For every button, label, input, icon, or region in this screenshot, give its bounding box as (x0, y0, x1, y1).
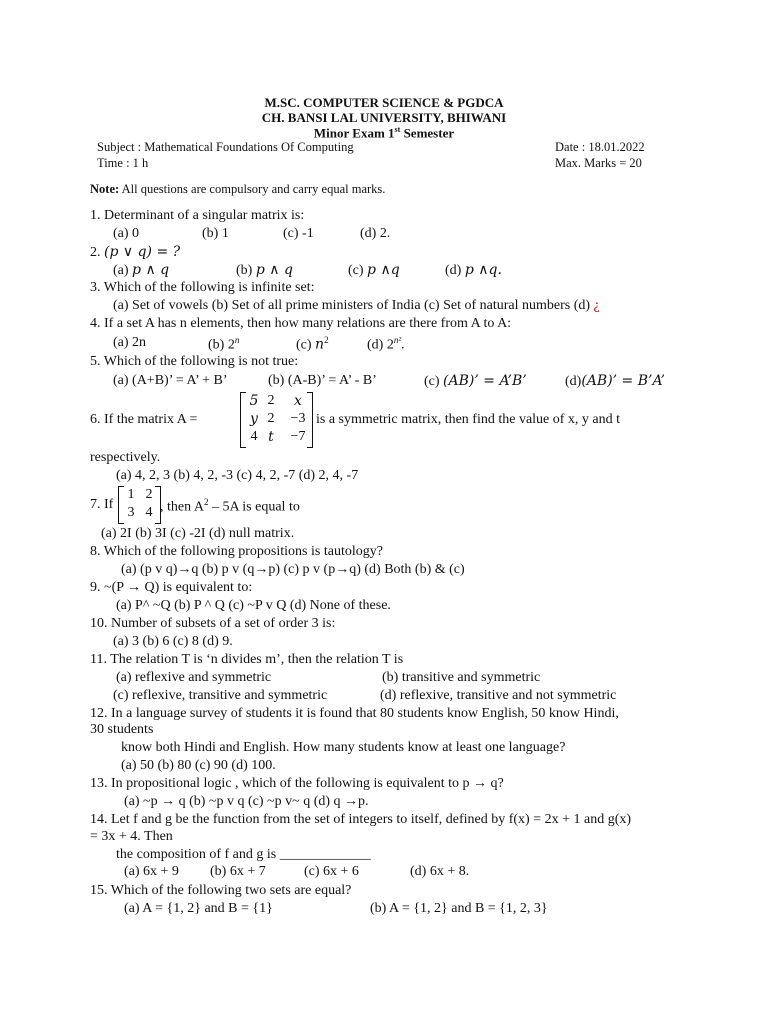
q7-options: (a) 2I (b) 3I (c) -2I (d) null matrix. (101, 526, 295, 541)
question-15: 15. Which of the following two sets are equal? (90, 883, 352, 898)
q4-option-b: (b) 2$^n$ (208, 335, 240, 353)
question-11: 11. The relation T is ‘n divides m’, then the relation T is (90, 652, 404, 667)
course-title: M.SC. COMPUTER SCIENCE & PGDCA (264, 95, 504, 110)
question-12-line2: 30 students (90, 722, 154, 737)
note: Note: All questions are compulsory and carry equal marks. (90, 182, 386, 196)
q10-options: (a) 3 (b) 6 (c) 8 (d) 9. (113, 634, 233, 649)
question-7-cont: , then $A^2 - 5A$ is equal to (160, 497, 300, 515)
question-4: 4. If a set A has n elements, then how many relations are there from A to A: (90, 316, 512, 331)
question-7: 7. If (90, 497, 114, 512)
q8-options: (a) (p v q)→q (b) p v (q→p) (c) p v (p→q) (d) Both (b) & (c) (121, 562, 465, 577)
q1-option-a: (a) 0 (113, 226, 140, 241)
matrix-7: 1 2 3 4 (127, 487, 153, 520)
q5-option-c: (c) (AB)’ = A’B’ (424, 373, 527, 389)
question-6-tail: respectively. (90, 450, 161, 465)
question-10: 10. Number of subsets of a set of order 3 is: (90, 616, 336, 631)
q11-option-d: (d) reflexive, transitive and not symmetric (380, 688, 617, 703)
q1-option-b: (b) 1 (202, 226, 229, 241)
q6-options: (a) 4, 2, 3 (b) 4, 2, -3 (c) 4, 2, -7 (d) 2, 4, -7 (116, 468, 359, 483)
question-14-line3: the composition of f and g is _____________ (116, 847, 371, 862)
q5-option-d: (d)(AB)’ = B’A’ (565, 373, 665, 389)
question-12: 12. In a language survey of students it is found that 80 students know English, 50 know Hindi, (90, 706, 619, 721)
q3-options: (a) Set of vowels (b) Set of all prime ministers of India (c) Set of natural numbers (d) ¿ (113, 298, 600, 313)
matrix-right-bracket (307, 392, 313, 448)
exam-date: Date : 18.01.2022 (555, 140, 645, 154)
q2-option-d: (d) p ∧q. (445, 262, 502, 278)
question-1: 1. Determinant of a singular matrix is: (90, 208, 305, 223)
q5-option-a: (a) (A+B)’ = A’ + B’ (113, 373, 228, 388)
q15-option-a: (a) A = {1, 2} and B = {1} (124, 901, 273, 916)
q14-option-d: (d) 6x + 8. (410, 864, 470, 879)
q11-option-c: (c) reflexive, transitive and symmetric (113, 688, 328, 703)
question-6-cont: is a symmetric matrix, then find the value of x, y and t (316, 412, 621, 427)
q11-option-a: (a) reflexive and symmetric (116, 670, 272, 685)
q4-option-d: (d) $2^{n^2}$. (367, 335, 405, 353)
question-13: 13. In propositional logic , which of the following is equivalent to p → q? (90, 776, 504, 791)
question-2: 2. (p ∨ q) = ? (90, 244, 181, 260)
question-9: 9. ~(P → Q) is equivalent to: (90, 580, 253, 595)
exam-title: Minor Exam 1st Semester (313, 125, 455, 141)
max-marks: Max. Marks = 20 (555, 156, 642, 170)
q2-option-b: (b) p ∧ q (236, 262, 293, 278)
question-8: 8. Which of the following propositions is tautology? (90, 544, 383, 559)
q15-option-b: (b) A = {1, 2} and B = {1, 2, 3} (370, 901, 548, 916)
question-14: 14. Let f and g be the function from the set of integers to itself, defined by f(x) = 2x + 1 and g(x) (90, 812, 632, 827)
q14-option-c: (c) 6x + 6 (304, 864, 359, 879)
subject: Subject : Mathematical Foundations Of Computing (97, 140, 354, 154)
matrix-a: 5 2 x y 2 −3 4 t −7 (249, 393, 306, 445)
q14-option-b: (b) 6x + 7 (210, 864, 266, 879)
question-5: 5. Which of the following is not true: (90, 354, 299, 369)
q1-option-d: (d) 2. (360, 226, 391, 241)
q4-option-c: (c) $n^2$ (296, 335, 329, 353)
q2-option-c: (c) p ∧q (348, 262, 400, 278)
q5-option-b: (b) (A-B)’ = A’ - B’ (268, 373, 377, 388)
q2-option-a: (a) p ∧ q (113, 262, 170, 278)
q4-option-a: (a) 2n (113, 335, 147, 350)
q12-options: (a) 50 (b) 80 (c) 90 (d) 100. (121, 758, 276, 773)
question-3: 3. Which of the following is infinite set: (90, 280, 315, 295)
question-6: 6. If the matrix A = (90, 412, 198, 427)
question-12-line3: know both Hindi and English. How many students know at least one language? (121, 740, 566, 755)
q9-options: (a) P^ ~Q (b) P ^ Q (c) ~P v Q (d) None of these. (116, 598, 391, 613)
q14-option-a: (a) 6x + 9 (124, 864, 179, 879)
duration: Time : 1 h (97, 156, 149, 170)
q11-option-b: (b) transitive and symmetric (382, 670, 541, 685)
q1-option-c: (c) -1 (283, 226, 314, 241)
question-14-line2: = 3x + 4. Then (90, 829, 173, 844)
university-name: CH. BANSI LAL UNIVERSITY, BHIWANI (261, 110, 507, 125)
q13-options: (a) ~p → q (b) ~p v q (c) ~p v~ q (d) q →p. (124, 794, 369, 809)
